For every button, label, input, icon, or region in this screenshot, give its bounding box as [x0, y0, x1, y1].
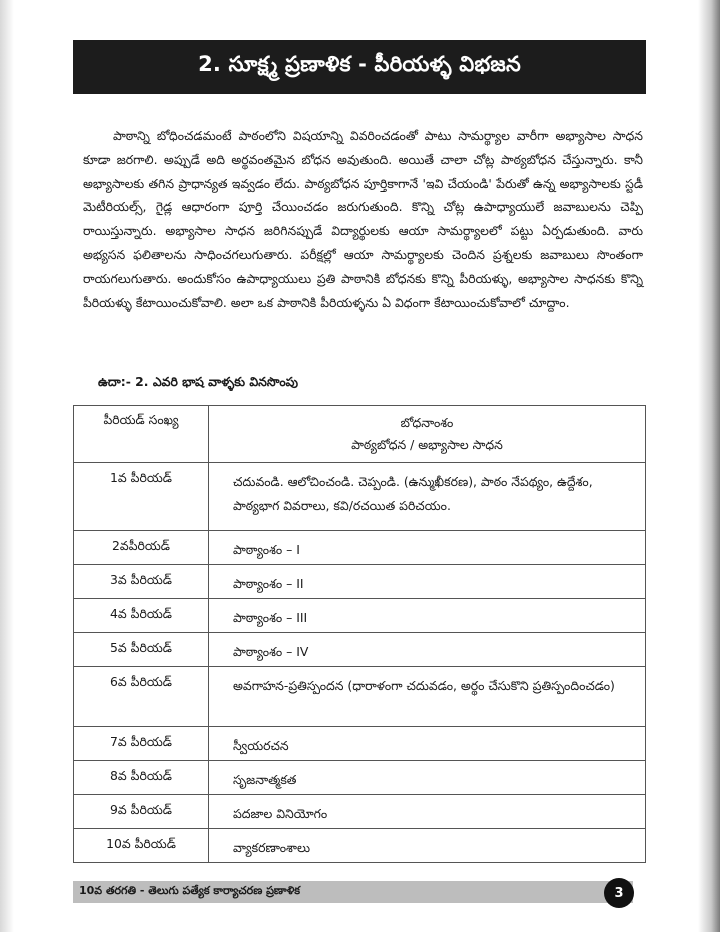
period-label: 7వ పీరియడ్ — [74, 727, 209, 761]
footer-bar — [73, 881, 633, 903]
period-label: 3వ పీరియడ్ — [74, 565, 209, 599]
page-edge-shadow-right — [698, 0, 720, 932]
period-label: 2వపీరియడ్ — [74, 531, 209, 565]
period-label: 4వ పీరియడ్ — [74, 599, 209, 633]
period-label: 5వ పీరియడ్ — [74, 633, 209, 667]
page-number: 3 — [604, 878, 634, 908]
chapter-title: 2. సూక్ష్మ ప్రణాళిక - పీరియళ్ళ విభజన — [73, 40, 646, 94]
table-row — [74, 531, 646, 565]
period-content: పాఠ్యాంశం – II — [209, 565, 646, 599]
table-row — [74, 599, 646, 633]
period-content: అవగాహన-ప్రతిస్పందన (ధారాళంగా చదువడం, అర్థం చేసుకొని ప్రతిస్పందించడం) — [209, 667, 646, 727]
period-content: చదువండి. ఆలోచించండి. చెప్పండి. (ఉన్ముఖీకరణ), పాఠం నేపథ్యం, ఉద్దేశం, పాఠ్యభాగ వివరాలు, కవి/రచయిత పరిచయం. — [209, 463, 646, 531]
table-row — [74, 565, 646, 599]
intro-paragraph: పాఠాన్ని బోధించడమంటే పాఠంలోని విషయాన్ని వివరించడంతో పాటు సామర్థ్యాల వారీగా అభ్యాసాల సాధన కూడా జరగాలి. అప్పుడే అది అర్థవంతమైన బోధన అవుతుంది. అయితే చాలా చోట్ల పాఠ్యబోధన చేస్తున్నారు. కానీ అభ్యాసాలకు తగిన ప్రాధాన్యత ఇవ్వడం లేదు. పాఠ్యబోధన పూర్తికాగానే 'ఇవి చేయండి' పేరుతో ఉన్న అభ్యాసాలకు స్టడీ మెటీరియల్స్, గైడ్ల ఆధారంగా పూర్తి చేయించడం జరుగుతుంది. కొన్ని చోట్ల ఉపాధ్యాయులే జవాబులను చెప్పి రాయిస్తున్నారు. అభ్యాసాల సాధన జరిగినప్పుడే విద్యార్థులకు ఆయా సామర్థ్యాలలో పట్టు ఏర్పడుతుంది. వారు అభ్యసన ఫలితాలను సాధించగలుగుతారు. పరీక్షల్లో ఆయా సామర్థ్యాలకు చెందిన ప్రశ్నలకు జవాబులు సొంతంగా రాయగలుగుతారు. అందుకోసం ఉపాధ్యాయులు ప్రతి పాఠానికి బోధనకు కొన్ని పీరియళ్ళు, అభ్యాసాల సాధనకు కొన్ని పీరియళ్ళు కేటాయించుకోవాలి. అలా ఒక పాఠానికి పీరియళ్ళను ఏ విధంగా కేటాయించుకోవాలో చూద్దాం. — [83, 128, 643, 310]
table-row — [74, 667, 646, 727]
table-row — [74, 795, 646, 829]
page-edge-shadow-left — [0, 0, 14, 932]
table-row — [74, 829, 646, 863]
period-table — [73, 405, 646, 863]
period-content: పాఠ్యాంశం – IV — [209, 633, 646, 667]
period-content: పదజాల వినియోగం — [209, 795, 646, 829]
period-content: వ్యాకరణాంశాలు — [209, 829, 646, 863]
footer-text: 10వ తరగతి - తెలుగు పత్యేక కార్యాచరణ ప్రణాళిక — [79, 884, 301, 897]
header-period-number: పీరియడ్ సంఖ్య — [74, 406, 209, 463]
period-content: పాఠ్యాంశం – III — [209, 599, 646, 633]
period-content: సృజనాత్మకత — [209, 761, 646, 795]
header-topic — [209, 406, 646, 463]
table-row — [74, 761, 646, 795]
table-row — [74, 463, 646, 531]
period-content: స్వీయరచన — [209, 727, 646, 761]
period-label: 10వ పీరియడ్ — [74, 829, 209, 863]
table-header-row — [74, 406, 646, 463]
header-topic-line1: బోధనాంశం — [400, 415, 454, 430]
period-label: 1వ పీరియడ్ — [74, 463, 209, 531]
period-content: పాఠ్యాంశం – I — [209, 531, 646, 565]
header-topic-line2: పాఠ్యబోధన / అభ్యాసాల సాధన — [351, 437, 503, 452]
table-row — [74, 633, 646, 667]
table-row — [74, 727, 646, 761]
period-label: 8వ పీరియడ్ — [74, 761, 209, 795]
period-label: 9వ పీరియడ్ — [74, 795, 209, 829]
example-heading: ఉదా:- 2. ఎవరి భాష వాళ్ళకు వినసొంపు — [98, 374, 298, 389]
period-label: 6వ పీరియడ్ — [74, 667, 209, 727]
